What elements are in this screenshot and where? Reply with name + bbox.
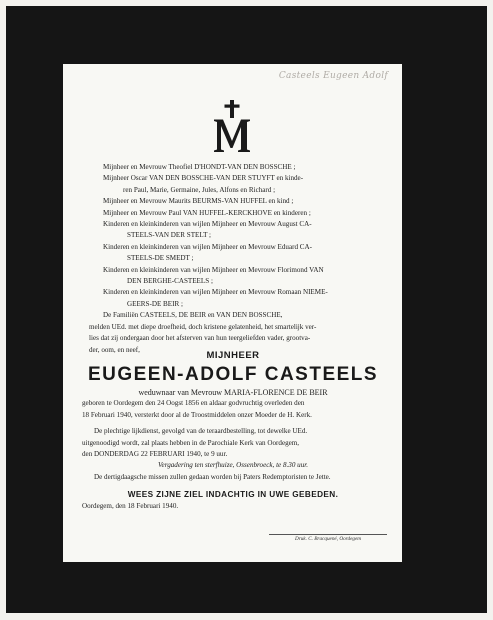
cross-monogram-icon (210, 100, 254, 154)
family-line: Mijnheer en Mevrouw Maurits BEURMS-VAN HUFFEL en kind ; (103, 197, 294, 206)
place-date: Oordegem, den 18 Februari 1940. (82, 502, 179, 511)
deceased-name: EUGEEN-ADOLF CASTEELS (87, 364, 379, 385)
family-line: De Familiën CASTEELS, DE BEIR en VAN DEN BOSSCHE, (103, 311, 283, 320)
family-line: ren Paul, Marie, Germaine, Jules, Alfons en Richard ; (123, 185, 276, 194)
family-line: Mijnheer en Mevrouw Paul VAN HUFFEL-KERCKHOVE en kinderen ; (103, 208, 311, 217)
masses-line: De dertigdaagsche missen zullen gedaan worden bij Paters Redemptoristen te Jette. (94, 472, 331, 481)
family-line: Kinderen en kleinkinderen van wijlen Mijnheer en Mevrouw Romaan NIEME- (103, 288, 328, 297)
family-line: Kinderen en kleinkinderen van wijlen Mijnheer en Mevrouw August CA- (103, 220, 312, 229)
family-line: STEELS-DE SMEDT ; (127, 254, 194, 263)
birth-death-line-2: 18 Februari 1940, versterkt door al de Troostmiddelen onzer Moeder de H. Kerk. (82, 410, 312, 419)
mourning-border (6, 6, 487, 613)
birth-death-line-1: geboren te Oordegem den 24 Oogst 1856 en aldaar godvruchtig overleden den (82, 399, 305, 408)
death-notice-card (63, 64, 402, 562)
service-line-2: uitgenoodigd wordt, zal plaats hebben in de Parochiale Kerk van Oordegem, (82, 438, 300, 447)
honorific: MIJNHEER (206, 350, 260, 361)
family-line: Mijnheer Oscar VAN DEN BOSSCHE-VAN DER STUYFT en kinde- (103, 174, 304, 183)
gathering-line: Vergadering ten sterfhuize, Ossenbroeck, te 8.30 uur. (158, 461, 308, 470)
service-line-1: De plechtige lijkdienst, gevolgd van de teraardbestelling, tot dewelke UEd. (94, 427, 308, 436)
announcement-line: melden UEd. met diepe droefheid, doch kristene gelatenheid, het smartelijk ver- (89, 322, 317, 331)
notice-body (68, 350, 398, 513)
family-line: DEN BERGHE-CASTEELS ; (127, 277, 213, 286)
family-line: Mijnheer en Mevrouw Theofiel D'HONDT-VAN DEN BOSSCHE ; (103, 163, 296, 171)
announcement-line: der, oom, en neef, (89, 345, 140, 354)
family-line: Kinderen en kleinkinderen van wijlen Mijnheer en Mevrouw Florimond VAN (103, 265, 324, 274)
printer-credit-box (269, 534, 387, 548)
family-line: STEELS-VAN DER STELT ; (127, 231, 212, 240)
service-line-3: den DONDERDAG 22 FEBRUARI 1940, te 9 uur. (82, 450, 228, 459)
printer-credit: Druk. C. Bracquené, Oordegem (294, 536, 362, 542)
announcement-line: lies dat zij ondergaan door het afsterven van hun teergeliefden vader, grootva- (89, 334, 311, 343)
widower-line: weduwnaar van Mevrouw MARIA-FLORENCE DE BEIR (138, 388, 328, 397)
prayer-line: WEES ZIJNE ZIEL INDACHTIG IN UWE GEBEDEN. (127, 490, 339, 500)
pencil-annotation: Casteels Eugeen Adolf (278, 71, 388, 81)
families-list (89, 162, 403, 356)
family-line: GEERS-DE BEIR ; (127, 299, 183, 308)
family-line: Kinderen en kleinkinderen van wijlen Mijnheer en Mevrouw Eduard CA- (103, 242, 313, 251)
